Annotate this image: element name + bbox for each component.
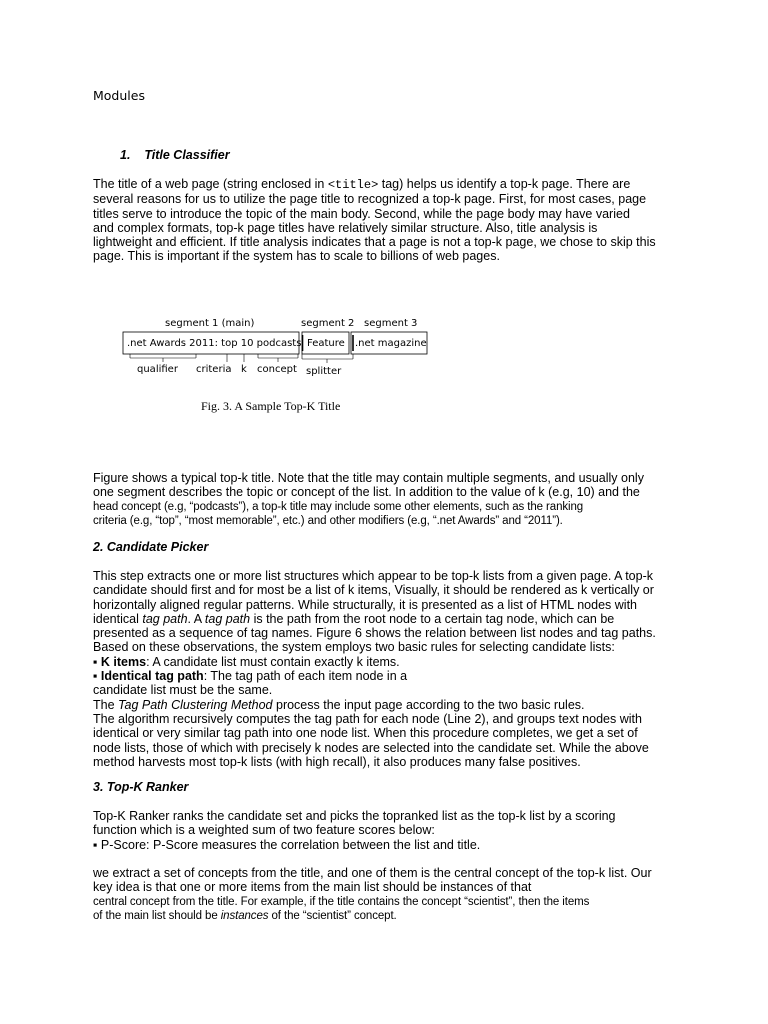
italic-run: tag path [204,611,251,626]
code-run: <title> [327,178,379,192]
text-line: presented as a sequence of tag names. Figure 6 shows the relation between list nodes and tag paths. [93,626,656,641]
text-run: identical [93,611,143,626]
text-run: P-Score: P-Score measures the correlation between the list and title. [100,837,481,852]
text-line: and complex formats, top-k page titles have relatively similar structure. Also, title analysis is [93,220,598,235]
text-line: several reasons for us to utilize the page title to recognized a top-k page. First, for most cases, page [93,192,647,207]
text-line [93,909,683,923]
bullet-item: ▪ Identical tag path: The tag path of each item node in a [93,669,408,684]
text-run: . A [187,611,205,626]
concept-label: concept [257,364,297,375]
text-line: page. This is important if the system has to scale to billions of web pages. [93,249,500,264]
section-title-2: 2. Candidate Picker [93,540,209,554]
text-line: Based on these observations, the system employs two basic rules for selecting candidate lists: [93,640,615,655]
section-title-1 [120,148,230,162]
text-line: identical or very similar tag path into one node list. When this procedure completes, we get a set of [93,726,638,741]
text-line: titles serve to introduce the topic of the main body. Second, while the page body may have varied [93,206,630,221]
text-line: candidate should first and for most be a list of k items, Visually, it should be rendered as k vertically or [93,583,654,598]
bullet-item: ▪ P-Score: P-Score measures the correlation between the list and title. [93,837,481,852]
text-run: : A candidate list must contain exactly k items. [146,654,400,669]
italic-run: tag path [142,611,188,626]
text-line: lightweight and efficient. If title analysis indicates that a page is not a top-k page, we chose to skip this [93,235,656,250]
text-line: node lists, those of which with precisely k nodes are selected into the candidate set. While the above [93,740,649,755]
qualifier-label: qualifier [137,364,178,375]
segment-1-text: .net Awards 2011: top 10 podcasts [127,338,302,349]
segment-2-label: segment 2 [301,318,355,329]
splitter-label: splitter [306,366,342,377]
text-run: : The tag path of each item node in a [203,669,408,684]
section-title-3: 3. Top-K Ranker [93,780,189,794]
section-number: 1. [120,148,131,162]
italic-run: Tag Path Clustering Method [118,697,273,712]
text-line: method harvests most top-k lists (with high recall), it also produces many false positives. [93,754,581,769]
paragraph-candidate-picker [93,569,683,769]
text-line: function which is a weighted sum of two feature scores below: [93,823,435,838]
segment-2-text: Feature [307,338,345,349]
text-run: process the input page according to the two basic rules. [272,697,585,712]
text-line: head concept (e.g, “podcasts”), a top-k title may include some other elements, such as the ranking [93,500,584,513]
segment-1-label: segment 1 (main) [165,318,255,329]
text-line: This step extracts one or more list structures which appear to be top-k lists from a given page. A top-k [93,569,653,583]
segment-3-label: segment 3 [364,318,418,329]
text-line [93,612,683,626]
text-run: The [93,697,119,712]
text-line [93,177,683,192]
paragraph-topk-ranker [93,809,683,852]
text-line: key idea is that one or more items from the main list should be instances of that [93,880,532,895]
bullet-item: ▪ K items: A candidate list must contain exactly k items. [93,654,400,669]
text-run: of the main list should be [93,909,221,922]
text-line: Figure shows a typical top-k title. Note that the title may contain multiple segments, and usually only [93,471,644,485]
text-line: we extract a set of concepts from the title, and one of them is the central concept of the top-k list. Our [93,866,652,880]
text-line: criteria (e.g, “top”, “most memorable”, etc.) and other modifiers (e.g, “.net Awards” and “2011”). [93,514,563,527]
section-title-text: Title Classifier [144,148,230,162]
segment-3-text: .net magazine [355,338,427,349]
figure-caption: Fig. 3. A Sample Top-K Title [201,399,341,413]
criteria-label: criteria [196,364,232,375]
text-run: The title of a web page (string enclosed in [93,177,328,191]
page-heading: Modules [93,88,145,103]
text-line [93,698,683,712]
text-run: of the “scientist” concept. [268,909,397,922]
text-line: central concept from the title. For example, if the title contains the concept “scientist”, then the items [93,895,590,908]
text-run: is the path from the root node to a certain tag node, which can be [250,611,615,626]
text-line: candidate list must be the same. [93,683,273,698]
text-line: The algorithm recursively computes the tag path for each node (Line 2), and groups text nodes with [93,711,642,726]
text-line: horizontally aligned regular patterns. While structurally, it is presented as a list of HTML nodes with [93,597,637,612]
text-line: one segment describes the topic or concept of the list. In addition to the value of k (e.g, 10) and the [93,485,640,500]
text-line: Top-K Ranker ranks the candidate set and picks the topranked list as the top-k list by a scoring [93,809,616,823]
italic-run: instances [220,909,269,922]
paragraph-concepts [93,866,683,923]
k-label: k [241,364,247,375]
bold-run: Identical tag path [100,669,204,684]
paragraph-figure-description [93,471,683,528]
text-run: tag) helps us identify a top-k page. There are [378,177,631,191]
paragraph-title-classifier [93,177,683,264]
bold-run: K items [100,654,147,669]
